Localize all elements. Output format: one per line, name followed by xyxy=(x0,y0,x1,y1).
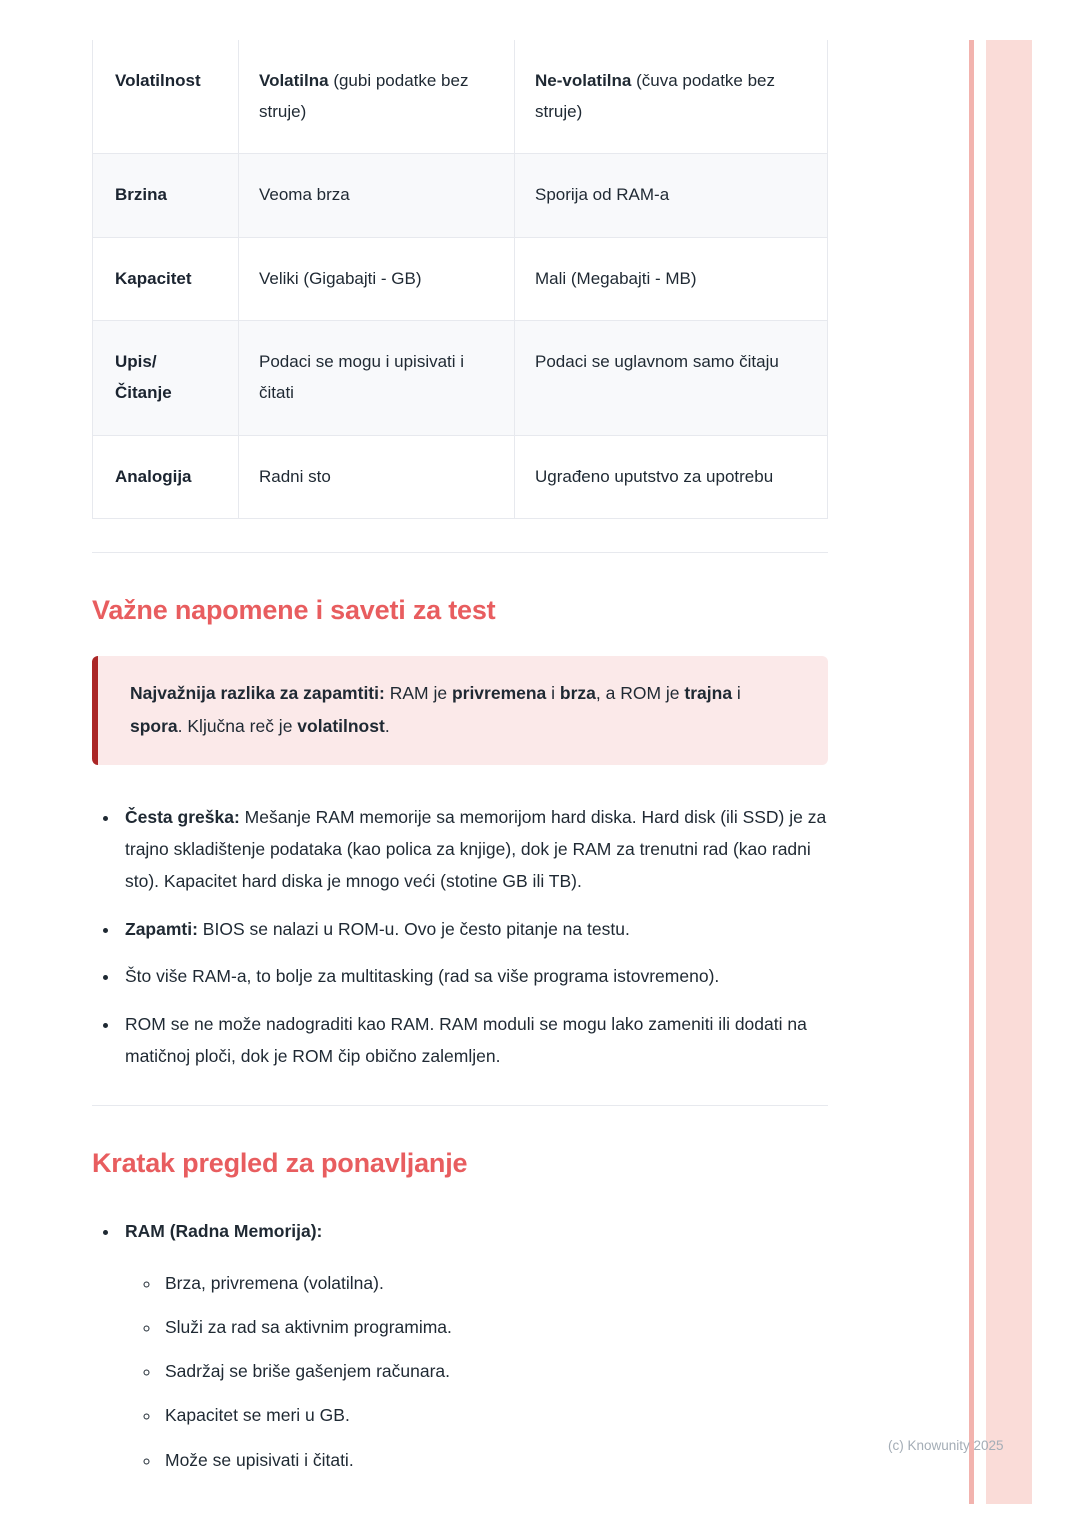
ram-cell: Veoma brza xyxy=(238,154,514,237)
document-content xyxy=(92,40,828,1491)
ram-cell: Radni sto xyxy=(238,436,514,519)
list-item: • ROM se ne može nadograditi kao RAM. RAM moduli se mogu lako zameniti ili dodati na matičnoj ploči, dok je ROM čip obično zalemljen. xyxy=(120,1008,828,1073)
comparison-table xyxy=(92,40,828,519)
row-label: Kapacitet xyxy=(115,268,192,288)
rom-cell: Podaci se uglavnom samo čitaju xyxy=(514,321,827,434)
table-row xyxy=(93,40,827,154)
row-label: Analogija xyxy=(115,466,192,486)
review-section-heading: Kratak pregled za ponavljanje xyxy=(92,1148,468,1179)
list-item: ◦ Brza, privremena (volatilna). xyxy=(161,1270,828,1296)
ram-cell: Veliki (Gigabajti - GB) xyxy=(238,238,514,321)
list-item: ◦ Kapacitet se meri u GB. xyxy=(161,1402,828,1428)
copyright-text: (c) Knowunity 2025 xyxy=(888,1438,1004,1453)
ram-cell: Podaci se mogu i upisivati i čitati xyxy=(238,321,514,434)
table-row xyxy=(93,238,827,322)
table-row xyxy=(93,436,827,519)
right-accent-line xyxy=(969,40,974,1504)
review-bullet-list xyxy=(92,1215,828,1473)
section-divider xyxy=(92,552,828,553)
ram-cell: Volatilna (gubi podatke bez struje) xyxy=(238,40,514,153)
row-label: Brzina xyxy=(115,185,167,205)
list-item: ◦ Može se upisivati i čitati. xyxy=(161,1447,828,1473)
list-item: • Što više RAM-a, to bolje za multitasking (rad sa više programa istovremeno). xyxy=(120,960,828,992)
table-row xyxy=(93,321,827,435)
list-item xyxy=(120,1215,828,1473)
list-item: • Zapamti: BIOS se nalazi u ROM-u. Ovo je često pitanje na testu. xyxy=(120,913,828,945)
notes-bullet-list xyxy=(92,801,828,1073)
section-divider xyxy=(92,1105,828,1106)
key-difference-callout: Najvažnija razlika za zapamtiti: RAM je privremena i brza, a ROM je trajna i spora. Ključna reč je volatilnost. xyxy=(92,656,828,765)
rom-cell: Ne-volatilna (čuva podatke bez struje) xyxy=(514,40,827,153)
row-label: Upis/Čitanje xyxy=(115,352,172,402)
notes-section-heading: Važne napomene i saveti za test xyxy=(92,595,496,626)
row-label: Volatilnost xyxy=(115,71,201,90)
rom-cell: Mali (Megabajti - MB) xyxy=(514,238,827,321)
list-item: ◦ Služi za rad sa aktivnim programima. xyxy=(161,1314,828,1340)
table-row xyxy=(93,154,827,238)
list-item: • Česta greška: Mešanje RAM memorije sa memorijom hard diska. Hard disk (ili SSD) je za trajno skladištenje podataka (kao polica za knjige), dok je RAM za trenutni rad (kao radni sto). Kapacitet hard diska je mnogo veći (stotine GB ili TB). xyxy=(120,801,828,898)
review-sub-list xyxy=(125,1270,828,1473)
review-main-bullet: RAM (Radna Memorija): xyxy=(125,1221,323,1242)
right-accent-strip xyxy=(986,40,1032,1504)
rom-cell: Sporija od RAM-a xyxy=(514,154,827,237)
rom-cell: Ugrađeno uputstvo za upotrebu xyxy=(514,436,827,519)
list-item: ◦ Sadržaj se briše gašenjem računara. xyxy=(161,1358,828,1384)
